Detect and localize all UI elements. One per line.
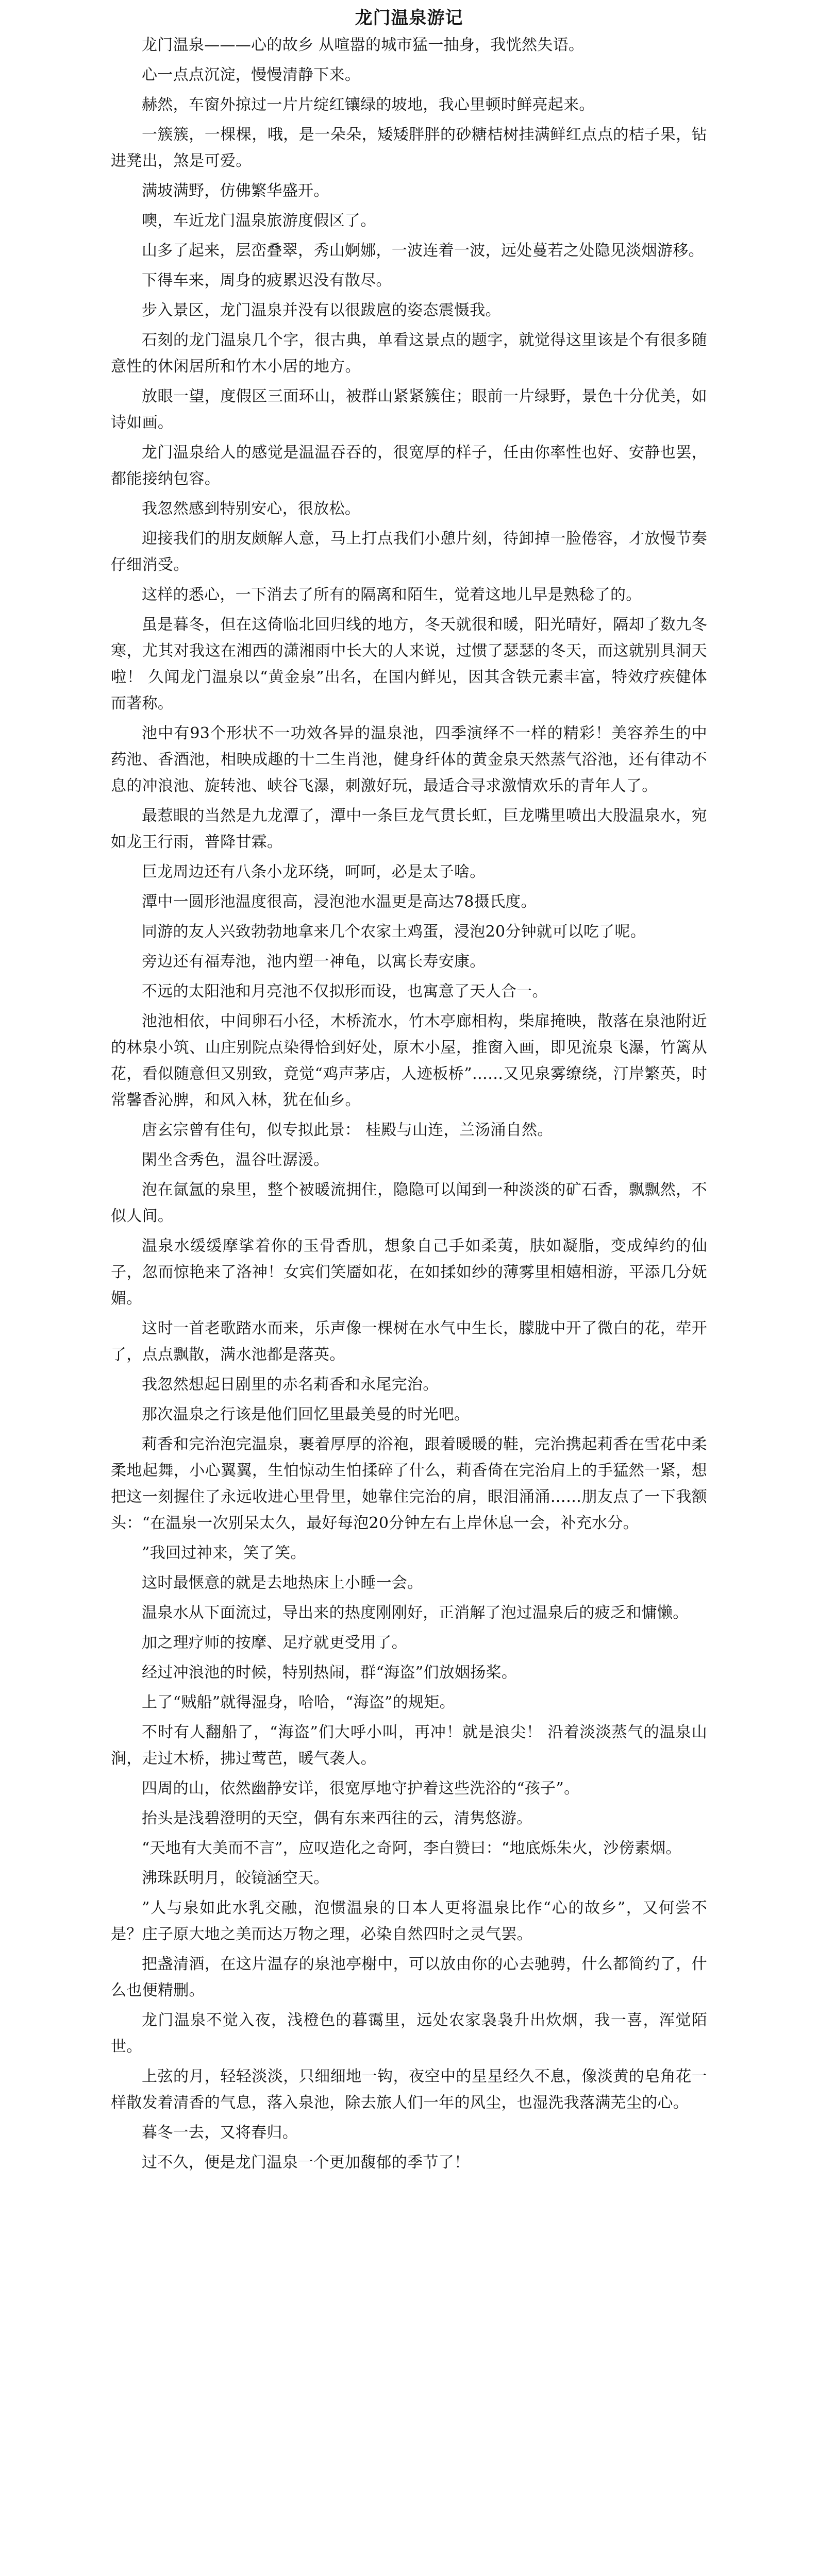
- paragraph: 龙门温泉给人的感觉是温温吞吞的，很宽厚的样子，任由你率性也好、安静也罢，都能接纳包容。: [111, 444, 707, 488]
- paragraph: 那次温泉之行该是他们回忆里最美曼的时光吧。: [142, 1405, 470, 1423]
- paragraph: 噢，车近龙门温泉旅游度假区了。: [142, 212, 376, 230]
- paragraph: 巨龙周边还有八条小龙环绕，呵呵，必是太子啥。: [142, 863, 486, 881]
- paragraph: 步入景区，龙门温泉并没有以很跋扈的姿态震慑我。: [142, 301, 501, 319]
- paragraph: 最惹眼的当然是九龙潭了，潭中一条巨龙气贯长虹，巨龙嘴里喷出大股温泉水，宛如龙王行雨，普降甘霖。: [111, 807, 707, 851]
- paragraph: 池池相依，中间卵石小径，木桥流水，竹木亭廊相构，柴扉掩映，散落在泉池附近的林泉小筑、山庄别院点染得恰到好处，原木小屋，推窗入画，即见流泉飞瀑，竹篱从花，看似随意但又别致，竟觉“鸡声茅店，人迹板桥”……又见泉雾缭绕，汀岸繁英，时常馨香沁脾，和风入林，犹在仙乡。: [111, 1012, 707, 1109]
- paragraph: 上弦的月，轻轻淡淡，只细细地一钩，夜空中的星星经久不息，像淡黄的皂角花一样散发着清香的气息，落入泉池，除去旅人们一年的风尘，也湿洗我落满芜尘的心。: [111, 2067, 707, 2112]
- paragraph: 赫然，车窗外掠过一片片绽红镶绿的坡地，我心里顿时鲜亮起来。: [142, 96, 595, 114]
- paragraph: 虽是暮冬，但在这倚临北回归线的地方，冬天就很和暖，阳光晴好，隔却了数九冬寒，尤其对我这在湘西的潇湘雨中长大的人来说，过惯了瑟瑟的冬天，而这就别具洞天啦！ 久闻龙门温泉以“黄金泉”出名，在国内鲜见，因其含铁元素丰富，特效疗疾健体而著称。: [111, 616, 707, 713]
- paragraph: 温泉水从下面流过，导出来的热度刚刚好，正消解了泡过温泉后的疲乏和慵懒。: [142, 1604, 689, 1622]
- paragraph: 心一点点沉淀，慢慢清静下来。: [142, 66, 361, 84]
- paragraph: 泡在氤氲的泉里，整个被暖流拥住，隐隐可以闻到一种淡淡的矿石香，飘飘然，不似人间。: [111, 1181, 707, 1225]
- paragraph: 上了“贼船”就得湿身，哈哈，“海盗”的规矩。: [142, 1693, 455, 1711]
- paragraph: 满坡满野，仿佛繁华盛开。: [142, 182, 329, 200]
- paragraph: 经过冲浪池的时候，特别热闹，群“海盗”们放姻扬桨。: [142, 1664, 517, 1682]
- paragraph: 莉香和完治泡完温泉，裹着厚厚的浴袍，跟着暖暖的鞋，完治携起莉香在雪花中柔柔地起舞，小心翼翼，生怕惊动生怕揉碎了什么，莉香倚在完治肩上的手猛然一紧，想把这一刻握住了永远收进心里骨里，她靠住完治的肩，眼泪涌涌……朋友点了一下我额头：“在温泉一次别呆太久，最好每泡20分钟左右上岸休息一会，补充水分。: [111, 1435, 707, 1532]
- paragraph: 閑坐含秀色，温谷吐潺湲。: [142, 1151, 329, 1169]
- paragraph: 放眼一望，度假区三面环山，被群山紧紧簇住；眼前一片绿野，景色十分优美，如诗如画。: [111, 387, 707, 432]
- paragraph: 我忽然想起日剧里的赤名莉香和永尾完治。: [142, 1376, 439, 1394]
- paragraph: 这时最惬意的就是去地热床上小睡一会。: [142, 1574, 423, 1592]
- paragraph: 下得车来，周身的疲累迟没有散尽。: [142, 272, 392, 290]
- paragraph: 过不久，便是龙门温泉一个更加馥郁的季节了！: [142, 2154, 470, 2172]
- document-title: 龙门温泉游记: [355, 8, 463, 28]
- paragraph: 一簇簇，一棵棵，哦，是一朵朵，矮矮胖胖的砂糖桔树挂满鲜红点点的桔子果，钻进凳出，煞是可爱。: [111, 126, 707, 170]
- paragraph: 抬头是浅碧澄明的天空，偶有东来西往的云，清隽悠游。: [142, 1809, 532, 1827]
- paragraph: 暮冬一去，又将春归。: [142, 2124, 298, 2142]
- paragraph: 不时有人翻船了，“海盗”们大呼小叫，再冲！就是浪尖！ 沿着淡淡蒸气的温泉山涧，走过木桥，拂过莺芭，暖气袭人。: [111, 1723, 707, 1768]
- paragraph: 龙门温泉———心的故乡 从喧嚣的城市猛一抽身，我恍然失语。: [142, 36, 585, 54]
- document-body: [111, 32, 707, 2176]
- paragraph: 加之理疗师的按摩、足疗就更受用了。: [142, 1634, 408, 1652]
- paragraph: 龙门温泉不觉入夜，浅橙色的暮霭里，远处农家袅袅升出炊烟，我一喜，浑觉陌世。: [111, 2011, 707, 2056]
- paragraph: 把盏清酒，在这片温存的泉池亭榭中，可以放由你的心去驰骋，什么都简约了，什么也便精删。: [111, 1955, 707, 1999]
- paragraph: “天地有大美而不言”，应叹造化之奇阿，李白赞曰：“地底烁朱火，沙傍素烟。: [142, 1839, 681, 1857]
- paragraph: 池中有93个形状不一功效各异的温泉池，四季演绎不一样的精彩！美容养生的中药池、香酒池，相映成趣的十二生肖池，健身纤体的黄金泉天然蒸气浴池，还有律动不息的冲浪池、旋转池、峡谷飞瀑，刺激好玩，最适合寻求激情欢乐的青年人了。: [111, 724, 707, 795]
- paragraph: 这样的悉心，一下消去了所有的隔离和陌生，觉着这地儿早是熟稔了的。: [142, 586, 642, 604]
- paragraph: 我忽然感到特别安心，很放松。: [142, 500, 361, 518]
- paragraph: 迎接我们的朋友颇解人意，马上打点我们小憩片刻，待卸掉一脸倦容，才放慢节奏仔细消受。: [111, 530, 707, 574]
- paragraph: 这时一首老歌踏水而来，乐声像一棵树在水气中生长，朦胧中开了微白的花，荦开了，点点飘散，满水池都是落英。: [111, 1319, 707, 1364]
- paragraph: 旁边还有福寿池，池内塑一神龟，以寓长寿安康。: [142, 953, 486, 971]
- paragraph: 山多了起来，层峦叠翠，秀山婀娜，一波连着一波，远处蔓若之处隐见淡烟游移。: [142, 242, 704, 260]
- paragraph: 四周的山，依然幽静安详，很宽厚地守护着这些洗浴的“孩子”。: [142, 1780, 580, 1798]
- paragraph: 温泉水缓缓摩挲着你的玉骨香肌，想象自己手如柔荑，肤如凝脂，变成绰约的仙子，忽而惊艳来了洛神！女宾们笑靥如花，在如揉如纱的薄雾里相嬉相游，平添几分妩媚。: [111, 1237, 707, 1308]
- paragraph: 同游的友人兴致勃勃地拿来几个农家土鸡蛋，浸泡20分钟就可以吃了呢。: [142, 923, 646, 941]
- paragraph: 石刻的龙门温泉几个字，很古典，单看这景点的题字，就觉得这里该是个有很多随意性的休闲居所和竹木小居的地方。: [111, 331, 707, 376]
- paragraph: 唐玄宗曾有佳句，似专拟此景： 桂殿与山连，兰汤涌自然。: [142, 1121, 553, 1139]
- paragraph: 不远的太阳池和月亮池不仅拟形而设，也寓意了天人合一。: [142, 982, 548, 1001]
- paragraph: 潭中一圆形池温度很高，浸泡池水温更是高达78摄氏度。: [142, 893, 537, 911]
- paragraph: ”我回过神来，笑了笑。: [142, 1544, 306, 1562]
- paragraph: ”人与泉如此水乳交融，泡惯温泉的日本人更将温泉比作“心的故乡”，又何尝不是？庄子原大地之美而达万物之理，必染自然四时之灵气罢。: [111, 1899, 707, 1943]
- paragraph: 沸珠跃明月，皎镜涵空天。: [142, 1869, 329, 1887]
